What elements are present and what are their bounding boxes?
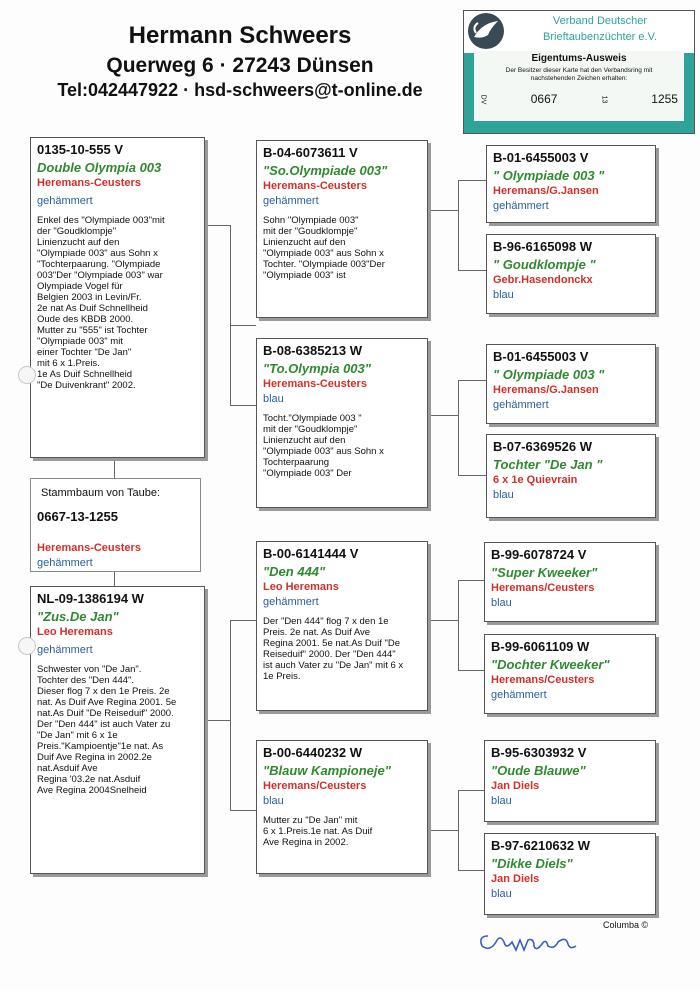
ring-number: 0667-13-1255 — [37, 509, 118, 524]
grandsire-maternal-card — [256, 541, 428, 711]
connector — [230, 405, 256, 406]
pedigree-label: Stammbaum von Taube: — [37, 487, 164, 499]
connector — [458, 580, 486, 581]
ring-number: 0135-10-555 V — [37, 142, 124, 157]
ring-serial: 1255 — [651, 92, 678, 106]
connector — [114, 458, 115, 478]
pigeon-color: gehämmert — [493, 399, 549, 411]
pigeon-description: Schwester von "De Jan". Tochter des "Den 444". Dieser flog 7 x den 1e Preis. 2e nat. As Duif Ave Regina 2001. 5e nat.As Duif "De Reiseduif" 2000. Der "Den 444" ist auch Vater zu "De Jan" mit 6 x 1e Preis."Kampioentje"1e nat. As Duif Ave Regina in 2002.2e nat.Asduif Ave Regina '03.2e nat.Asduif Ave Regina 2004Snelheid — [37, 664, 177, 796]
connector — [230, 620, 231, 810]
great-grandparent-card — [486, 344, 656, 424]
mother-card — [30, 586, 205, 874]
copyright-note: Columba © — [603, 920, 649, 930]
connector — [458, 580, 459, 670]
ring-number: B-95-6303932 V — [491, 745, 587, 760]
binder-hole — [18, 366, 36, 384]
ring-number: B-01-6455003 V — [493, 150, 589, 165]
granddam-maternal-card — [256, 740, 428, 874]
org-name-line2: Brieftaubenzüchter e.V. — [543, 31, 657, 43]
breeder: Heremans/Ceusters — [491, 674, 595, 686]
connector — [230, 810, 256, 811]
great-grandparent-card — [486, 234, 656, 314]
pigeon-name: "Zus.De Jan" — [37, 609, 119, 624]
breeder: 6 x 1e Quievrain — [493, 474, 578, 486]
ring-number: B-04-6073611 V — [263, 145, 358, 160]
pigeon-color: blau — [493, 289, 514, 301]
ownership-title: Eigentums-Ausweis — [531, 53, 627, 64]
connector — [458, 475, 486, 476]
pigeon-color: blau — [491, 888, 512, 900]
pigeon-name: "Blauw Kampioneje" — [263, 763, 391, 778]
connector — [428, 210, 458, 211]
pigeon-name: "So.Olympiade 003" — [263, 163, 388, 178]
breeder: Heremans/G.Jansen — [493, 185, 599, 197]
binder-hole — [18, 637, 36, 655]
ring-number: B-99-6061109 W — [491, 639, 590, 654]
pigeon-color: blau — [263, 795, 284, 807]
ownership-text: Der Besitzer dieser Karte hat den Verbandsring mit nachstehenden Zeichen erhalten: — [505, 67, 653, 82]
connector — [205, 225, 230, 226]
breeder-contact: Tel:042447922 · hsd-schweers@t-online.de — [57, 80, 423, 100]
pigeon-name: Double Olympia 003 — [37, 160, 162, 175]
breeder: Heremans-Ceusters — [263, 378, 367, 390]
pigeon-description: Enkel des "Olympiade 003"mit der "Goudklompje" Linienzucht auf den "Olympiade 003" aus Sohn x "Tochterpaarung. "Olympiade 003"Der "Olympiade 003" war Olympiade Vogel für Belgien 2003 in Levin/Fr. 2e nat As Duif Schnellheid Oude des KBDB 2000. Mutter zu "555" ist Tochter "Olympiade 003" mit einer Tochter "De Jan" mit 6 x 1.Preis. 1e As Duif Schnellheid "De Duivenkrant" 2002. — [37, 215, 165, 391]
connector — [458, 380, 486, 381]
breeder: Heremans/Ceusters — [263, 780, 367, 792]
pigeon-color: gehämmert — [263, 596, 319, 608]
pigeon-name: "Dochter Kweeker" — [491, 657, 610, 672]
connector — [428, 415, 458, 416]
pigeon-color: blau — [263, 393, 284, 405]
pigeon-color: gehämmert — [37, 644, 93, 656]
breeder: Heremans-Ceusters — [37, 177, 141, 189]
grandsire-paternal-card — [256, 140, 428, 318]
pigeon-name: " Olympiade 003 " — [493, 168, 605, 183]
ring-year: 13 — [600, 95, 608, 103]
connector — [114, 572, 115, 586]
ring-club: 0667 — [530, 92, 558, 106]
great-grandparent-card — [486, 434, 656, 518]
pigeon-color: gehämmert — [493, 200, 549, 212]
connector — [458, 870, 486, 871]
pigeon-color: gehämmert — [37, 195, 93, 207]
breeder-name: Hermann Schweers — [128, 22, 352, 49]
org-name-line1: Verband Deutscher — [552, 15, 648, 27]
pigeon-name: Tochter "De Jan " — [493, 457, 603, 472]
breeder: Heremans-Ceusters — [263, 180, 367, 192]
breeder: Jan Diels — [491, 873, 540, 885]
great-grandparent-card — [484, 740, 656, 822]
breeder: Heremans/Ceusters — [491, 582, 595, 594]
connector — [458, 180, 486, 181]
pigeon-description: Der "Den 444" flog 7 x den 1e Preis. 2e nat. As Duif Ave Regina 2001. 5e nat.As Duif "De Reiseduif" 2000. Der "Den 444" ist auch Vater zu "De Jan" mit 6 x 1e Preis. — [263, 616, 404, 682]
connector — [428, 830, 458, 831]
ring-number: B-00-6440232 W — [263, 745, 362, 760]
pigeon-description: Tocht."Olympiade 003 " mit der "Goudklompje" Linienzucht auf den "Olympiade 003" aus Sohn x Tochterpaarung "Olympiade 003" Der — [263, 413, 384, 479]
ring-number: B-00-6141444 V — [263, 546, 359, 561]
pigeon-name: "To.Olympia 003" — [263, 361, 371, 376]
pigeon-color: blau — [491, 795, 512, 807]
connector — [458, 790, 459, 870]
great-grandparent-card — [484, 542, 656, 622]
connector — [230, 620, 256, 621]
ring-number: B-01-6455003 V — [493, 349, 589, 364]
connector — [458, 180, 459, 270]
breeder: Heremans-Ceusters — [37, 542, 141, 554]
ownership-card — [463, 10, 695, 134]
connector — [205, 720, 230, 721]
connector — [458, 270, 486, 271]
connector — [458, 670, 486, 671]
connector — [230, 325, 256, 326]
connector — [458, 790, 486, 791]
father-card — [30, 137, 205, 458]
pigeon-description: Mutter zu "De Jan" mit 6 x 1.Preis.1e nat. As Duif Ave Regina in 2002. — [263, 815, 373, 848]
ring-number: B-96-6165098 W — [493, 239, 592, 254]
handwritten-signature — [476, 928, 586, 956]
ring-number: B-99-6078724 V — [491, 547, 587, 562]
ring-number: B-97-6210632 W — [491, 838, 590, 853]
pigeon-color: blau — [491, 597, 512, 609]
pigeon-name: "Oude Blauwe" — [491, 763, 586, 778]
breeder: Gebr.Hasendonckx — [493, 274, 593, 286]
great-grandparent-card — [486, 145, 656, 223]
pigeon-color: gehämmert — [491, 689, 547, 701]
pigeon-color: gehämmert — [263, 195, 319, 207]
ring-number: NL-09-1386194 W — [37, 591, 144, 606]
breeder: Leo Heremans — [263, 581, 339, 593]
granddam-paternal-card — [256, 338, 428, 508]
connector — [458, 380, 459, 475]
pigeon-name: " Olympiade 003 " — [493, 367, 605, 382]
ring-country: DV — [479, 94, 487, 104]
pigeon-color: blau — [493, 489, 514, 501]
ring-number: B-07-6369526 W — [493, 439, 592, 454]
pigeon-color: gehämmert — [37, 557, 93, 569]
great-grandparent-card — [484, 833, 656, 915]
pigeon-description: Sohn "Olympiade 003" mit der "Goudklompje" Linienzucht auf den "Olympiade 003" aus Sohn x Tochter. "Olympiade 003"Der "Olympiade 003" ist — [263, 215, 385, 281]
pigeon-name: "Super Kweeker" — [491, 565, 598, 580]
ring-number: B-08-6385213 W — [263, 343, 362, 358]
great-grandparent-card — [484, 634, 656, 714]
breeder: Jan Diels — [491, 780, 540, 792]
pigeon-logo-icon — [468, 13, 504, 49]
breeder-address: Querweg 6 · 27243 Dünsen — [106, 54, 374, 77]
pigeon-name: "Den 444" — [263, 564, 326, 579]
connector — [230, 225, 231, 405]
ring-number — [478, 88, 678, 110]
pigeon-name: " Goudklompje " — [493, 257, 596, 272]
connector — [428, 620, 458, 621]
breeder: Heremans/G.Jansen — [493, 384, 599, 396]
breeder: Leo Heremans — [37, 626, 113, 638]
pigeon-name: "Dikke Diels" — [491, 856, 573, 871]
subject-pigeon-card — [30, 478, 201, 572]
